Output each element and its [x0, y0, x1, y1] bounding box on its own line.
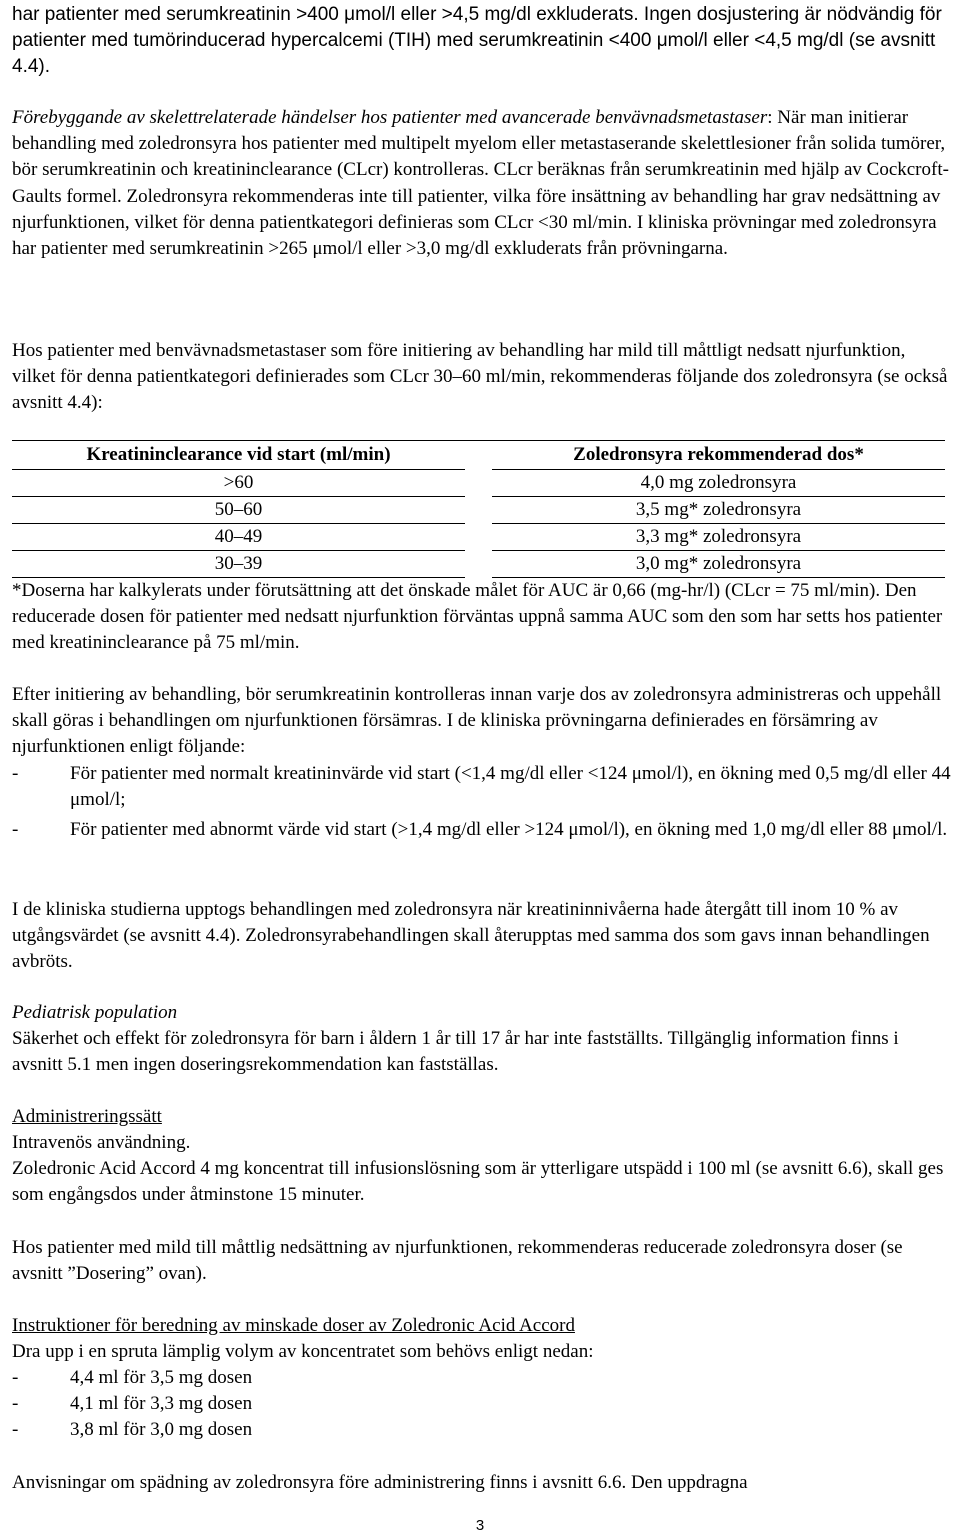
pediatric-body: Säkerhet och effekt för zoledronsyra för barn i åldern 1 år till 17 år har inte fastställts. Tillgänglig information finns i avsnitt 5.1 men ingen doseringsrekommendation kan fastställas. — [12, 1028, 899, 1076]
table-cell-dose: 3,0 mg* zoledronsyra — [492, 551, 945, 578]
skeletal-body: När man initierar behandling med zoledronsyra hos patienter med multipelt myelom eller metastaserande skelettlesioner från solida tumörer, bör serumkreatinin och kreatininclearance (CLcr) kontrolleras. CLcr beräknas från serumkreatinin med hjälp av Cockcroft-Gaults formel. Zoledronsyra rekommenderas inte till patienter, vilka före insättning av behandling har grav nedsättning av njurfunktionen, vilket för denna patientkategori definieras som CLcr <30 ml/min. I kliniska prövningar med zoledronsyra har patienter med serumkreatinin >265 μmol/l eller >3,0 mg/dl exkluderats från prövningarna. — [12, 107, 949, 260]
list-dash: - — [12, 1419, 19, 1440]
table-footnote: *Doserna har kalkylerats under förutsättning att det önskade målet för AUC är 0,66 (mg-hr/l) (CLcr = 75 ml/min). Den reducerade dosen för patienter med nedsatt njurfunktion förväntas uppnå samma AUC som den som har setts hos patienter med kreatininclearance på 75 ml/min. — [12, 580, 943, 654]
list-item-text: För patienter med normalt kreatininvärde vid start (<1,4 mg/dl eller <124 μmol/l), en ökning med 0,5 mg/dl eller 44 μmol/l; — [70, 763, 951, 811]
resume-paragraph: I de kliniska studierna upptogs behandlingen med zoledronsyra när kreatininnivåerna hade återgått till inom 10 % av utgångsvärdet (se avsnitt 4.4). Zoledronsyrabehandlingen skall återupptas med samma dos som gavs innan behandlingen avbröts. — [12, 899, 930, 973]
table-row — [12, 551, 945, 578]
instructions-heading: Instruktioner för beredning av minskade doser av Zoledronic Acid Accord — [12, 1315, 575, 1336]
list-item — [12, 1391, 952, 1417]
table-cell-clcr: 50–60 — [12, 497, 465, 524]
list-dash: - — [12, 763, 19, 784]
dose-table-header-clcr: Kreatininclearance vid start (ml/min) — [12, 441, 465, 470]
skeletal-heading: Förebyggande av skelettrelaterade händelser hos patienter med avancerade benvävnadsmetastaser — [12, 107, 768, 128]
list-item-text: 4,1 ml för 3,3 mg dosen — [70, 1393, 253, 1414]
table-row — [12, 524, 945, 551]
administration-line1: Intravenös användning. — [12, 1132, 191, 1153]
dose-table-header-dose: Zoledronsyra rekommenderad dos* — [492, 441, 945, 470]
page-number: 3 — [475, 1517, 485, 1534]
list-item-text: 4,4 ml för 3,5 mg dosen — [70, 1367, 253, 1388]
dose-table-gap — [465, 524, 492, 551]
list-item — [12, 1365, 952, 1391]
monitoring-intro: Efter initiering av behandling, bör serumkreatinin kontrolleras innan varje dos av zoledronsyra administreras och uppehåll skall göras i behandlingen om njurfunktionen försämras. I de kliniska prövningarna definierades en försämring av njurfunktionen enligt följande: — [12, 684, 942, 758]
administration-line2: Zoledronic Acid Accord 4 mg koncentrat till infusionslösning som är ytterligare utspädd i 100 ml (se avsnitt 6.6), skall ges som engångsdos under åtminstone 15 minuter. — [12, 1158, 944, 1206]
dose-table-gap — [465, 470, 492, 497]
dose-table-gap — [465, 441, 492, 470]
list-item — [12, 1417, 952, 1443]
list-dash: - — [12, 1393, 19, 1414]
table-row — [12, 497, 945, 524]
table-cell-dose: 3,5 mg* zoledronsyra — [492, 497, 945, 524]
administration-heading: Administreringssätt — [12, 1106, 162, 1127]
list-item-text: För patienter med abnormt värde vid start (>1,4 mg/dl eller >124 μmol/l), en ökning med 1,0 mg/dl eller 88 μmol/l. — [70, 819, 948, 840]
skeletal-section — [12, 105, 952, 262]
table-cell-clcr: 40–49 — [12, 524, 465, 551]
table-cell-dose: 4,0 mg zoledronsyra — [492, 470, 945, 497]
dose-table-header-row — [12, 441, 945, 470]
dose-table-gap — [465, 551, 492, 578]
table-cell-dose: 3,3 mg* zoledronsyra — [492, 524, 945, 551]
list-dash: - — [12, 819, 19, 840]
list-dash: - — [12, 1367, 19, 1388]
table-cell-clcr: >60 — [12, 470, 465, 497]
table-cell-clcr: 30–39 — [12, 551, 465, 578]
pediatric-heading: Pediatrisk population — [12, 1002, 178, 1023]
top-paragraph: har patienter med serumkreatinin >400 μmol/l eller >4,5 mg/dl exkluderats. Ingen dosjustering är nödvändig för patienter med tumörinducerad hypercalcemi (TIH) med serumkreatinin <400 μmol/l eller <4,5 mg/dl (se avsnitt 4.4). — [12, 4, 942, 78]
dose-table — [12, 440, 945, 578]
mild-renal-paragraph: Hos patienter med benvävnadsmetastaser som före initiering av behandling har mild till måttligt nedsatt njurfunktion, vilket för denna patientkategori definierades som CLcr 30–60 ml/min, rekommenderas följande dos zoledronsyra (se också avsnitt 4.4): — [12, 340, 948, 414]
table-row — [12, 470, 945, 497]
reduced-dose-paragraph: Hos patienter med mild till måttlig nedsättning av njurfunktionen, rekommenderas reducerade zoledronsyra doser (se avsnitt ”Dosering” ovan). — [12, 1237, 903, 1285]
list-item — [12, 761, 952, 813]
list-item — [12, 817, 952, 843]
instructions-intro: Dra upp i en spruta lämplig volym av koncentratet som behövs enligt nedan: — [12, 1341, 594, 1362]
skeletal-heading-colon: : — [767, 107, 773, 128]
last-line: Anvisningar om spädning av zoledronsyra före administrering finns i avsnitt 6.6. Den uppdragna — [12, 1472, 748, 1493]
list-item-text: 3,8 ml för 3,0 mg dosen — [70, 1419, 253, 1440]
dose-table-gap — [465, 497, 492, 524]
